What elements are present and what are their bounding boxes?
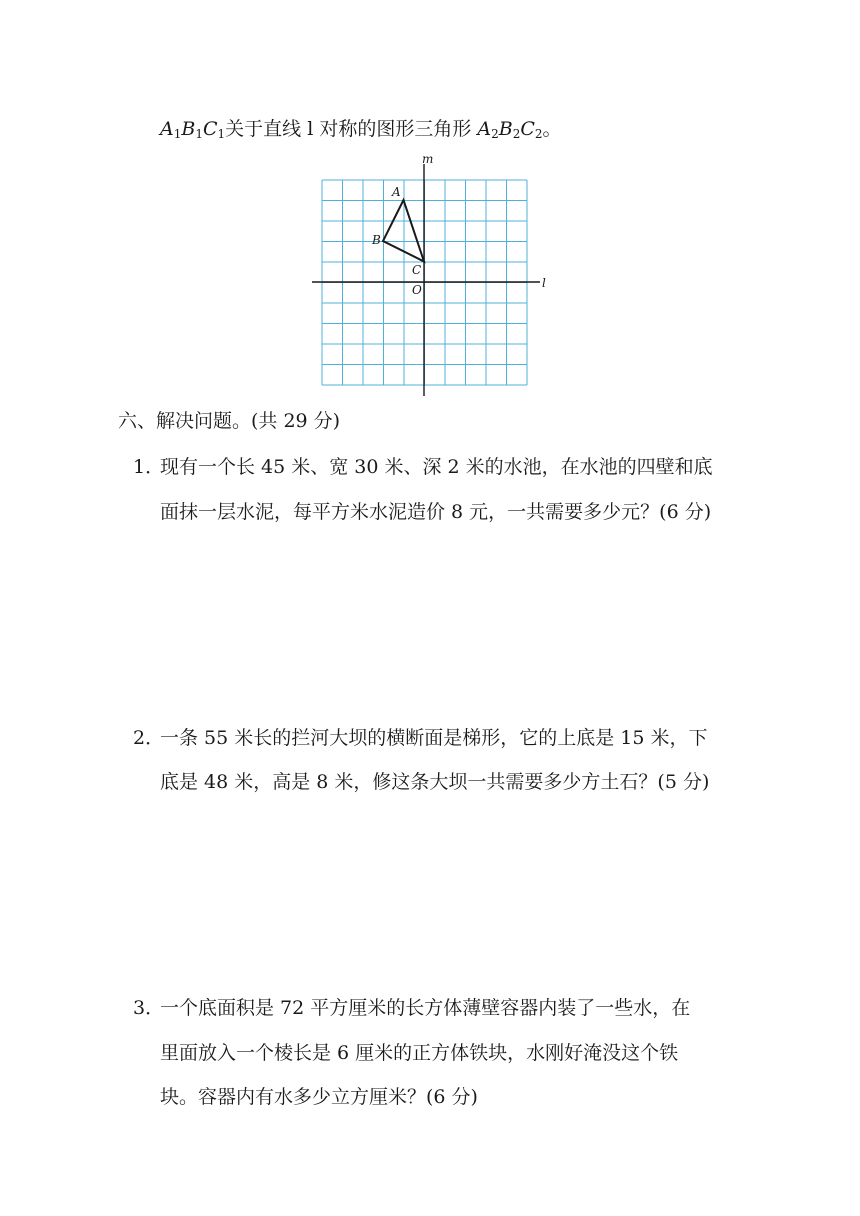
intro-text: 关于直线 l 对称的图形三角形 [225,118,478,140]
vertex-b1: B [181,118,196,140]
coordinate-grid-figure [300,150,560,400]
question-1-number: 1． [133,456,165,478]
label-o: O [412,283,422,297]
question-3-line-1: 一个底面积是 72 平方厘米的长方体薄壁容器内装了一些水，在 [160,997,691,1019]
label-c: C [412,263,422,277]
vertex-c2: C [520,118,535,140]
vertex-b2: B [498,118,513,140]
vertex-c1: C [202,118,218,140]
question-3-line-2: 里面放入一个棱长是 6 厘米的正方体铁块，水刚好淹没这个铁 [160,1042,679,1064]
label-a: A [392,185,401,199]
vertex-a2: A [477,118,492,140]
question-3-line-3: 块。容器内有水多少立方厘米？(6 分) [160,1086,478,1108]
section-title: 六、解决问题。(共 29 分) [118,410,341,432]
label-l: l [542,276,546,290]
question-3-number: 3． [133,997,165,1019]
question-1-line-2: 面抹一层水泥，每平方米水泥造价 8 元，一共需要多少元？(6 分) [160,501,712,523]
intro-line: $A_1B_1C_1$关于直线 l 对称的图形三角形 $A_2B_2C_2$。 [160,118,562,141]
question-2-line-1: 一条 55 米长的拦河大坝的横断面是梯形，它的上底是 15 米，下 [160,727,708,749]
question-2-line-2: 底是 48 米，高是 8 米，修这条大坝一共需要多少方土石？(5 分) [160,771,710,793]
label-m: m [422,152,434,166]
vertex-a1: A [160,118,174,140]
label-b: B [372,233,381,247]
question-1-line-1: 现有一个长 45 米、宽 30 米、深 2 米的水池，在水池的四壁和底 [160,456,713,478]
question-2-number: 2． [133,727,165,749]
